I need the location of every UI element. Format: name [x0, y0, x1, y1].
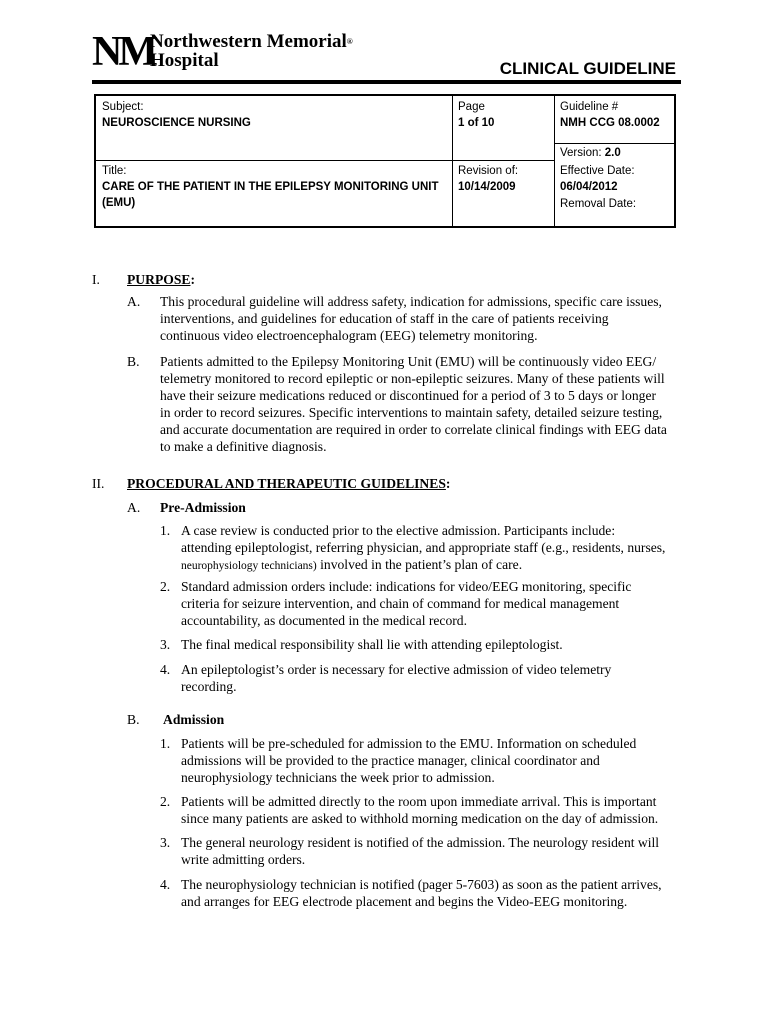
- item-number: 3.: [160, 637, 171, 652]
- text-line: neurophysiology technicians the week prior to admission.: [181, 770, 495, 785]
- subject-cell: [102, 99, 251, 131]
- table-divider: [554, 96, 555, 226]
- title-value-line-1: CARE OF THE PATIENT IN THE EPILEPSY MONITORING UNIT: [102, 181, 439, 193]
- text-line: continuous video electroencephalogram (EEG) telemetry monitoring.: [160, 328, 538, 343]
- text-line: Standard admission orders include: indications for video/EEG monitoring, specific: [181, 579, 632, 594]
- title-label: Title:: [102, 165, 127, 177]
- effective-label: Effective Date:: [560, 165, 635, 177]
- text-line: since many patients are asked to withhold morning medication on the day of admission.: [181, 811, 659, 826]
- text-line: admissions will be provided to the practice manager, clinical coordinator and: [181, 753, 600, 768]
- section-title-procedural: PROCEDURAL AND THERAPEUTIC GUIDELINES:: [127, 476, 451, 491]
- text-line: An epileptologist’s order is necessary for elective admission of video telemetry: [181, 662, 612, 677]
- admission-item-2: [181, 793, 680, 827]
- text-line: The neurophysiology technician is notified (pager 5-7603) as soon as the patient arrives,: [181, 877, 662, 892]
- text-line: attending epileptologist, referring physician, and appropriate staff (e.g., residents, nurses,: [181, 540, 666, 555]
- revision-label: Revision of:: [458, 165, 519, 177]
- text-line: The final medical responsibility shall lie with attending epileptologist.: [181, 637, 563, 652]
- text-line: have their seizure medications reduced or discontinued for a period of 3 to 5 days or longer: [160, 388, 657, 403]
- admission-item-4: [181, 876, 680, 910]
- page-label: Page: [458, 101, 485, 113]
- subsection-title-admission: Admission: [163, 712, 225, 727]
- text-line: and accurate documentation are required in order to correlate clinical findings with EEG data: [160, 422, 667, 437]
- text-line: to make a definitive diagnosis.: [160, 439, 327, 454]
- removal-date-cell: [560, 196, 636, 212]
- pre-admission-item-2: [181, 578, 680, 629]
- pre-admission-item-1: [181, 522, 680, 575]
- item-letter: B.: [127, 712, 140, 727]
- logo-line-2: Hospital: [150, 50, 219, 71]
- text-line: Patients will be admitted directly to the room upon immediate arrival. This is important: [181, 794, 657, 809]
- text-line: in order to record seizures. Specific interventions to maintain safety, detailed seizure testing,: [160, 405, 663, 420]
- item-number: 4.: [160, 877, 171, 892]
- section-numeral: I.: [92, 272, 100, 287]
- text-line: The general neurology resident is notified of the admission. The neurology resident will: [181, 835, 660, 850]
- item-number: 1.: [160, 736, 171, 751]
- section-numeral: II.: [92, 476, 105, 491]
- item-letter: A.: [127, 294, 141, 309]
- subsection-title-pre-admission: Pre-Admission: [160, 500, 246, 515]
- title-cell: [102, 163, 439, 211]
- text-line: Patients admitted to the Epilepsy Monitoring Unit (EMU) will be continuously video EEG/: [160, 354, 657, 369]
- guideline-value: NMH CCG 08.0002: [560, 117, 660, 129]
- text-line: telemetry monitored to record epileptic or non-epileptic seizures. Many of these patients will: [160, 371, 665, 386]
- logo-line-1: Northwestern Memorial: [150, 31, 347, 52]
- version-value: 2.0: [604, 147, 621, 159]
- pre-admission-item-3: [181, 636, 680, 653]
- header-rule: [92, 80, 681, 84]
- purpose-paragraph-b: [160, 353, 680, 455]
- item-letter: B.: [127, 354, 140, 369]
- title-value-line-2: (EMU): [102, 197, 136, 209]
- admission-item-3: [181, 834, 680, 868]
- logo-mark: NM: [92, 29, 154, 75]
- text-line: criteria for seizure intervention, and chain of command for medical management: [181, 596, 620, 611]
- revision-value: 10/14/2009: [458, 181, 516, 193]
- item-number: 3.: [160, 835, 171, 850]
- text-line: This procedural guideline will address safety, indication for admissions, specific care issues,: [160, 294, 662, 309]
- text-line: interventions, and guidelines for education of staff in the care of patients receiving: [160, 311, 609, 326]
- document-type-title: CLINICAL GUIDELINE: [499, 59, 676, 78]
- version-cell: [560, 145, 621, 161]
- page-cell: [458, 99, 494, 131]
- guideline-label: Guideline #: [560, 101, 619, 113]
- removal-label: Removal Date:: [560, 198, 637, 210]
- section-title-purpose: PURPOSE:: [127, 272, 195, 287]
- item-letter: A.: [127, 500, 141, 515]
- text-line: and arranges for EEG electrode placement and begins the Video-EEG monitoring.: [181, 894, 628, 909]
- text-line: accountability, as documented in the medical record.: [181, 613, 467, 628]
- pre-admission-item-4: [181, 661, 680, 695]
- subject-value: NEUROSCIENCE NURSING: [102, 117, 251, 129]
- purpose-paragraph-a: [160, 293, 680, 344]
- text-line: neurophysiology technicians) involved in the patient’s plan of care.: [181, 557, 523, 572]
- version-label: Version:: [560, 147, 602, 159]
- text-line: A case review is conducted prior to the elective admission. Participants include:: [181, 523, 616, 538]
- registered-mark: ®: [346, 37, 353, 46]
- guideline-info-table: [94, 94, 676, 228]
- item-number: 1.: [160, 523, 171, 538]
- text-line: Patients will be pre-scheduled for admission to the EMU. Information on scheduled: [181, 736, 637, 751]
- admission-item-1: [181, 735, 680, 786]
- item-number: 2.: [160, 794, 171, 809]
- effective-date-cell: [560, 163, 635, 195]
- page-value: 1 of 10: [458, 117, 495, 129]
- revision-cell: [458, 163, 518, 195]
- effective-value: 06/04/2012: [560, 181, 618, 193]
- table-divider: [554, 143, 674, 144]
- item-number: 2.: [160, 579, 171, 594]
- table-divider: [96, 160, 554, 161]
- guideline-number-cell: [560, 99, 660, 131]
- text-line: write admitting orders.: [181, 852, 306, 867]
- subject-label: Subject:: [102, 101, 144, 113]
- logo-text: [150, 32, 353, 70]
- table-divider: [452, 96, 453, 226]
- text-line: recording.: [181, 679, 237, 694]
- item-number: 4.: [160, 662, 171, 677]
